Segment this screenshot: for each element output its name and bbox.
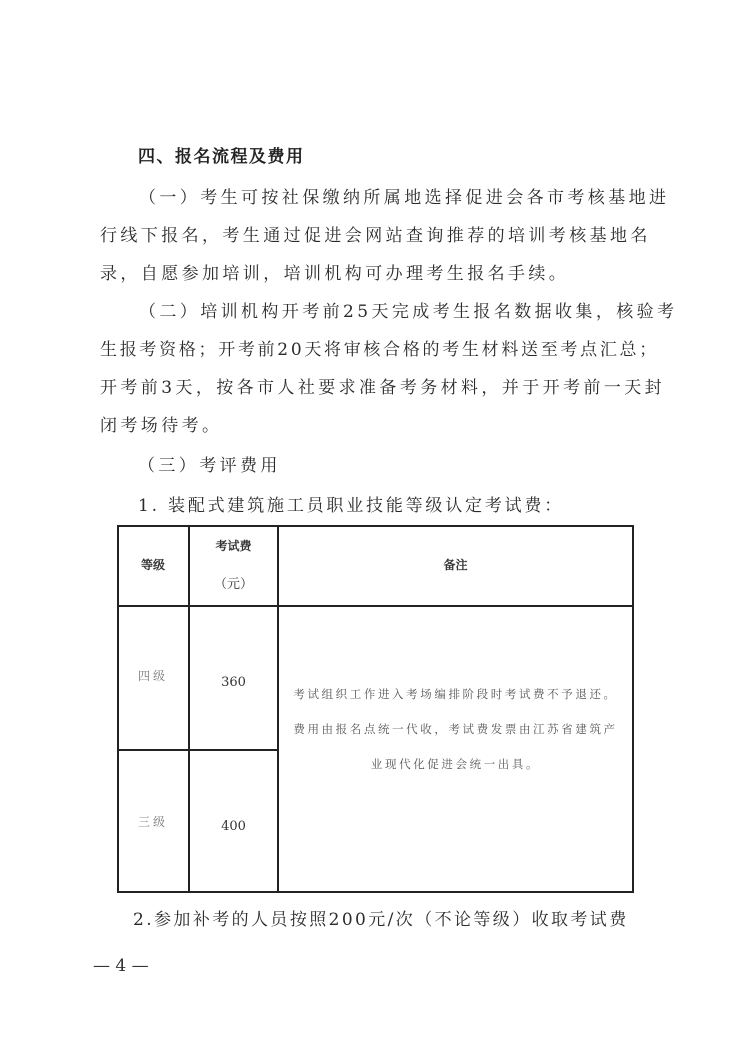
table-border: [117, 749, 278, 751]
page-number: — 4 —: [93, 956, 149, 976]
para2-line: 闭考场待考。: [100, 416, 223, 436]
note-line: 考试组织工作进入考场编排阶段时考试费不予退还。: [293, 687, 618, 701]
table-row-grade: 三级: [137, 815, 168, 829]
subsection-fees: （三）考评费用: [138, 456, 281, 476]
para2-line: （二）培训机构开考前25天完成考生报名数据收集，核验考: [139, 302, 678, 322]
note-line: 业现代化促进会统一出具。: [370, 757, 541, 771]
fee-note: [278, 677, 633, 782]
table-row-fee: 400: [221, 819, 246, 834]
item-1: 1. 装配式建筑施工员职业技能等级认定考试费：: [138, 496, 565, 516]
table-border: [117, 525, 633, 527]
table-row-fee: 360: [221, 675, 246, 690]
table-border: [117, 891, 633, 893]
item-2: 2.参加补考的人员按照200元/次（不论等级）收取考试费: [133, 910, 629, 930]
fee-table: [117, 525, 633, 893]
header-grade: 等级: [140, 558, 165, 572]
note-line: 费用由报名点统一代收，考试费发票由江苏省建筑产: [293, 722, 618, 736]
para2-line: 开考前3天，按各市人社要求准备考务材料，并于开考前一天封: [100, 378, 666, 398]
table-border: [117, 605, 633, 607]
section-heading: 四、报名流程及费用: [138, 147, 305, 167]
para1-line: 录，自愿参加培训，培训机构可办理考生报名手续。: [100, 264, 570, 284]
header-note: 备注: [443, 558, 468, 572]
header-fee-unit: （元）: [213, 577, 253, 592]
para1-line: 行线下报名，考生通过促进会网站查询推荐的培训考核基地名: [100, 226, 651, 246]
para2-line: 生报考资格；开考前20天将审核合格的考生材料送至考点汇总；: [100, 340, 659, 360]
table-border: [117, 525, 119, 893]
header-fee: 考试费: [215, 539, 252, 553]
para1-line: （一）考生可按社保缴纳所属地选择促进会各市考核基地进: [139, 188, 670, 208]
table-row-grade: 四级: [137, 669, 168, 683]
